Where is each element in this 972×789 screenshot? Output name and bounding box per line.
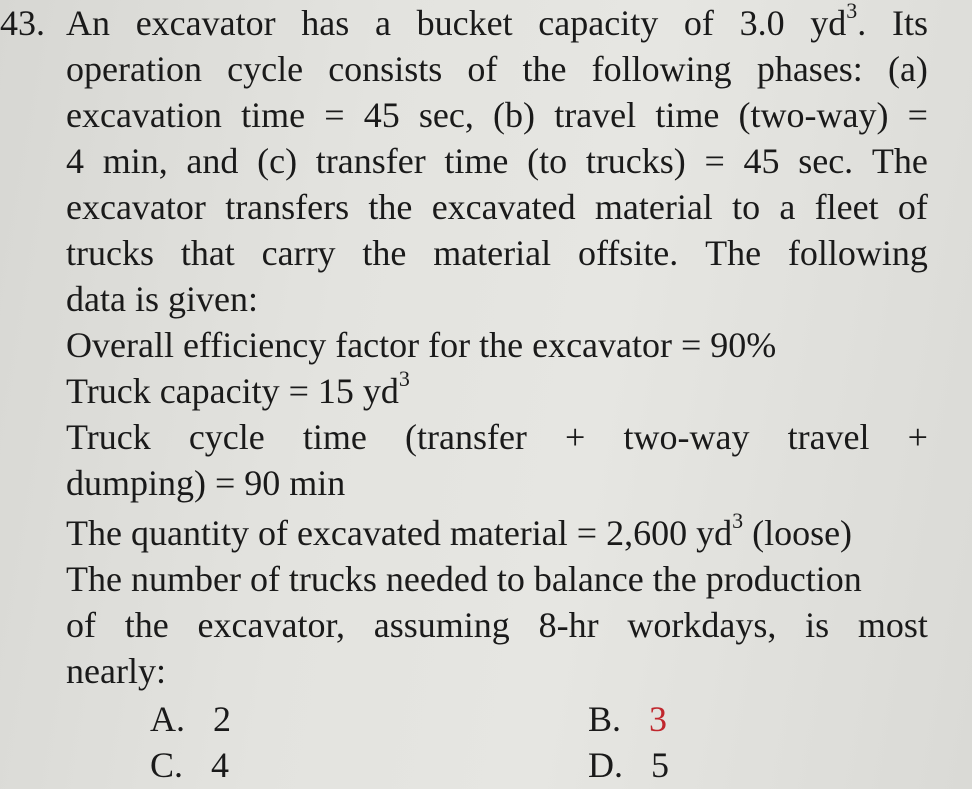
question-prompt-2: of the excavator, assuming 8-hr workdays, is most: [66, 605, 928, 645]
question-line-5: excavator transfers the excavated material to a fleet of: [66, 187, 928, 227]
option-a-value: 2: [213, 699, 231, 739]
question-line-2: operation cycle consists of the following phases: (a): [66, 49, 928, 89]
question-line-7: data is given:: [66, 279, 258, 319]
option-d[interactable]: [588, 742, 669, 788]
given-truck-capacity: Truck capacity = 15 $yd^3$: [66, 366, 410, 411]
question-number: 43.: [0, 3, 45, 43]
given-truck-cycle-time-cont: dumping) = 90 min: [66, 463, 346, 503]
option-b-letter: B.: [588, 699, 622, 739]
option-c[interactable]: [150, 742, 229, 788]
option-b[interactable]: [588, 696, 667, 742]
given-truck-cycle-time: Truck cycle time (transfer + two-way travel +: [66, 417, 928, 457]
option-a-letter: A.: [150, 699, 185, 739]
question-line-4: 4 min, and (c) transfer time (to trucks) = 45 sec. The: [66, 141, 928, 181]
question-line-1: An excavator has a bucket capacity of 3.0 $yd^3$. Its: [66, 0, 928, 43]
question-line-6: trucks that carry the material offsite. The following: [66, 233, 928, 273]
given-efficiency: Overall efficiency factor for the excavator = 90%: [66, 325, 777, 365]
option-d-letter: D.: [588, 745, 623, 785]
given-quantity: The quantity of excavated material = 2,600 $yd^3$ (loose): [66, 508, 853, 553]
option-b-value: 3: [649, 699, 668, 739]
option-d-value: 5: [651, 745, 669, 785]
question-prompt-3: nearly:: [66, 651, 166, 691]
question-prompt-1: The number of trucks needed to balance the production: [66, 559, 862, 599]
option-c-letter: C.: [150, 745, 184, 785]
question-line-3: excavation time = 45 sec, (b) travel time (two-way) =: [66, 95, 928, 135]
option-c-value: 4: [211, 745, 230, 785]
option-a[interactable]: [150, 696, 231, 742]
